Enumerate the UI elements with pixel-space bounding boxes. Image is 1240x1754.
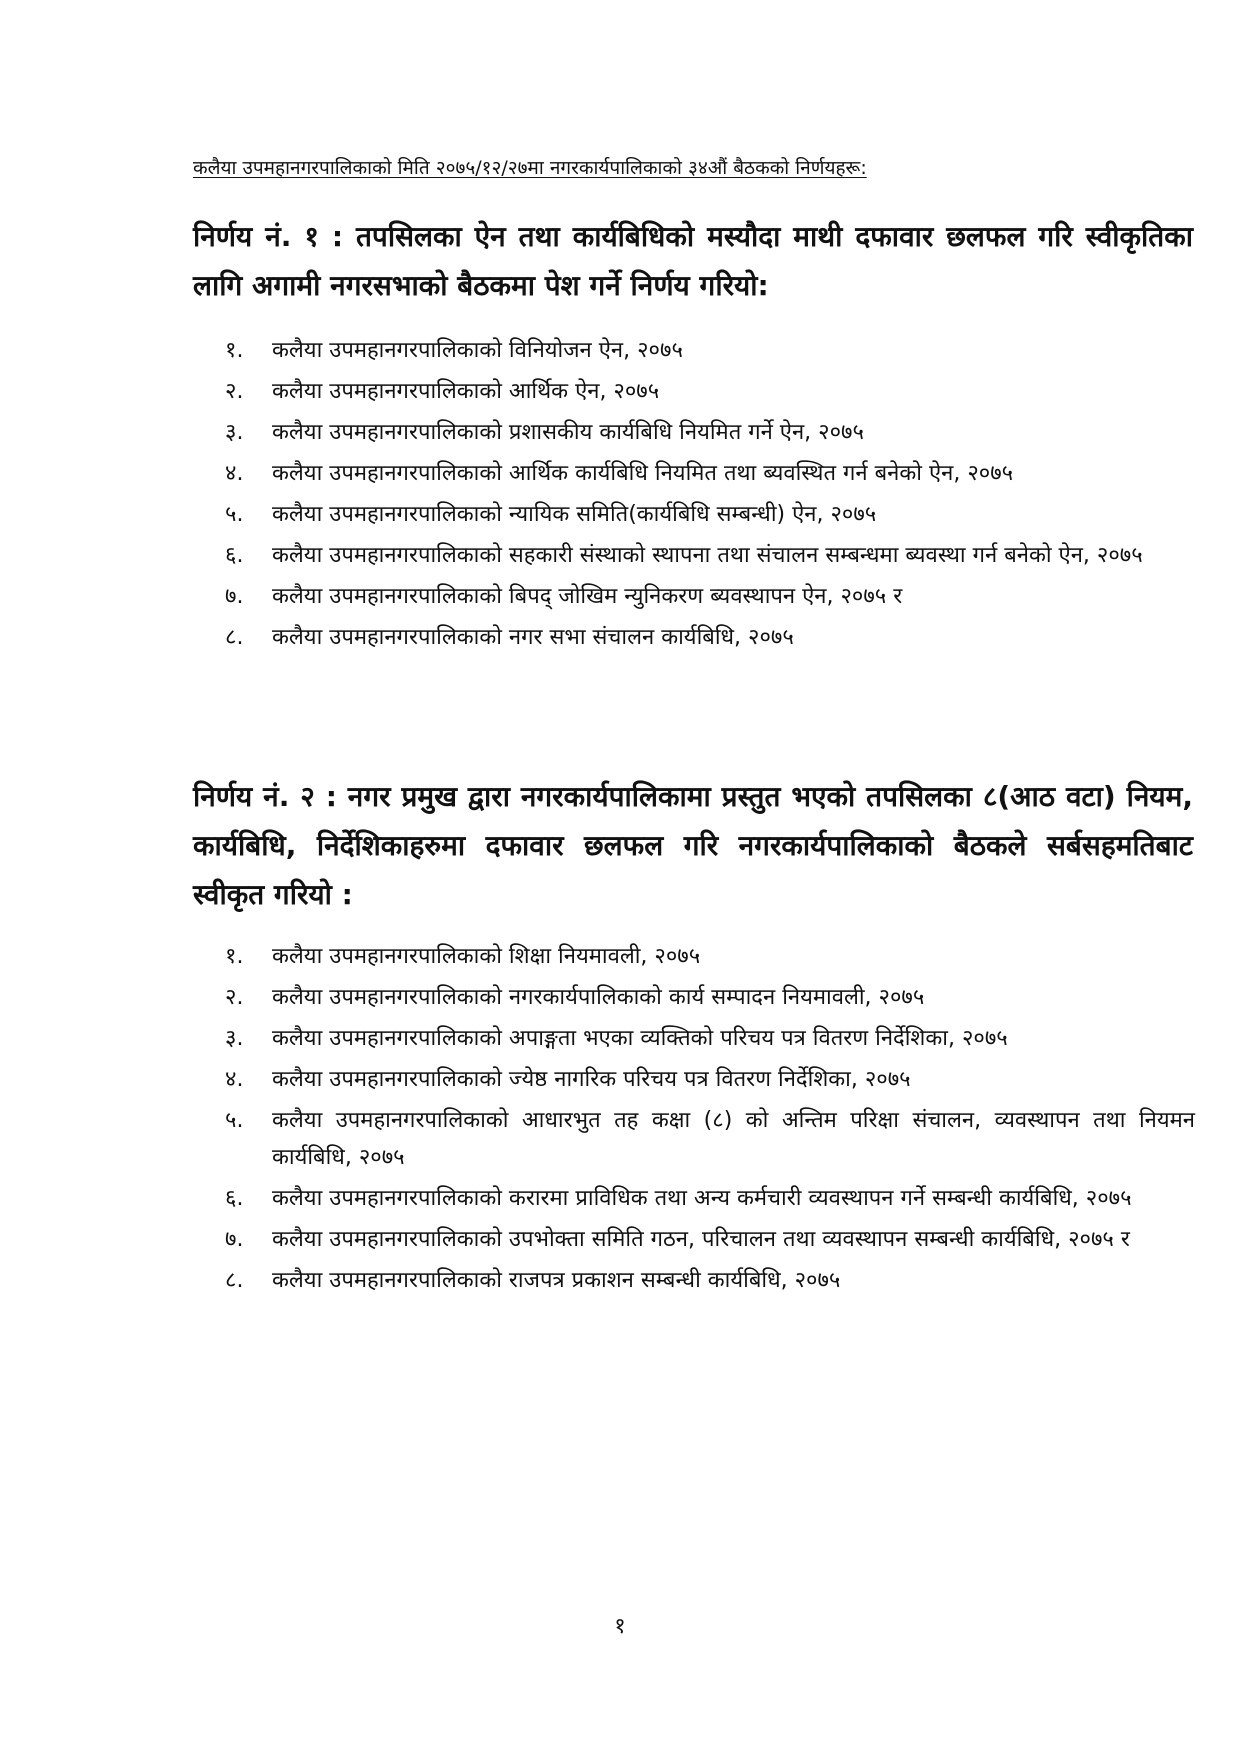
item-text: कलैया उपमहानगरपालिकाको अपाङ्गता भएका व्यक्तिको परिचय पत्र वितरण निर्देशिका, २०७५ [272,1026,1008,1051]
list-item [225,938,1195,975]
list-item [225,979,1195,1016]
item-number: ७. [225,584,244,609]
item-number: ६. [225,543,244,568]
item-number: ८. [225,1268,244,1293]
decision-2-list [225,938,1195,1303]
decision-1-title: निर्णय नं. १ : तपसिलका ऐन तथा कार्यबिधिको मस्यौदा माथी दफावार छलफल गरि स्वीकृतिका लागि अगामी नगरसभाको बैठकमा पेश गर्ने निर्णय गरियो: [193,220,1193,302]
item-number: १. [225,338,244,363]
item-number: ७. [225,1227,244,1252]
item-text: कलैया उपमहानगरपालिकाको आधारभुत तह कक्षा (८) को अन्तिम परिक्षा संचालन, व्यवस्थापन तथा नियमन कार्यबिधि, २०७५ [272,1108,1195,1170]
item-number: २. [225,985,244,1010]
list-item [225,537,1195,574]
item-text: कलैया उपमहानगरपालिकाको ज्येष्ठ नागरिक परिचय पत्र वितरण निर्देशिका, २०७५ [272,1067,911,1092]
list-item [225,414,1195,451]
item-number: ३. [225,1026,244,1051]
page-number: १ [614,1614,626,1639]
list-item [225,1262,1195,1299]
item-number: ५. [225,502,244,527]
decision-2-title: निर्णय नं. २ : नगर प्रमुख द्वारा नगरकार्यपालिकामा प्रस्तुत भएको तपसिलका ८(आठ वटा) नियम, कार्यबिधि, निर्देशिकाहरुमा दफावार छलफल गरि नगरकार्यपालिकाको बैठकले सर्बसहमतिबाट स्वीकृत गरियो : [193,780,1193,911]
item-text: कलैया उपमहानगरपालिकाको राजपत्र प्रकाशन सम्बन्धी कार्यबिधि, २०७५ [272,1268,841,1293]
list-item [225,332,1195,369]
list-item [225,578,1195,615]
item-text: कलैया उपमहानगरपालिकाको आर्थिक कार्यबिधि नियमित तथा ब्यवस्थित गर्न बनेको ऐन, २०७५ [272,461,1014,486]
document-heading: कलैया उपमहानगरपालिकाको मिति २०७५/१२/२७मा नगरकार्यपालिकाको ३४औं बैठकको निर्णयहरू: [193,157,867,179]
item-number: ६. [225,1186,244,1211]
item-number: ५. [225,1108,244,1133]
item-number: २. [225,379,244,404]
list-item [225,373,1195,410]
item-number: ३. [225,420,244,445]
item-text: कलैया उपमहानगरपालिकाको आर्थिक ऐन, २०७५ [272,379,660,404]
list-item [225,619,1195,656]
list-item [225,1221,1195,1258]
item-text: कलैया उपमहानगरपालिकाको विनियोजन ऐन, २०७५ [272,338,683,363]
item-number: ४. [225,461,244,486]
item-number: ८. [225,625,244,650]
item-text: कलैया उपमहानगरपालिकाको नगर सभा संचालन कार्यबिधि, २०७५ [272,625,794,650]
list-item [225,1102,1195,1176]
item-text: कलैया उपमहानगरपालिकाको शिक्षा नियमावली, २०७५ [272,944,701,969]
list-item [225,1020,1195,1057]
item-text: कलैया उपमहानगरपालिकाको सहकारी संस्थाको स्थापना तथा संचालन सम्बन्धमा ब्यवस्था गर्न बनेको ऐन, २०७५ [272,543,1143,568]
item-text: कलैया उपमहानगरपालिकाको न्यायिक समिति(कार्यबिधि सम्बन्धी) ऐन, २०७५ [272,502,877,527]
item-number: ४. [225,1067,244,1092]
item-number: १. [225,944,244,969]
item-text: कलैया उपमहानगरपालिकाको प्रशासकीय कार्यबिधि नियमित गर्ने ऐन, २०७५ [272,420,864,445]
decision-1-list [225,332,1195,660]
list-item [225,1061,1195,1098]
item-text: कलैया उपमहानगरपालिकाको करारमा प्राविधिक तथा अन्य कर्मचारी व्यवस्थापन गर्ने सम्बन्धी कार्यबिधि, २०७५ [272,1186,1132,1211]
item-text: कलैया उपमहानगरपालिकाको नगरकार्यपालिकाको कार्य सम्पादन नियमावली, २०७५ [272,985,925,1010]
list-item [225,455,1195,492]
list-item [225,1180,1195,1217]
item-text: कलैया उपमहानगरपालिकाको बिपद् जोखिम न्युनिकरण ब्यवस्थापन ऐन, २०७५ र [272,584,903,609]
list-item [225,496,1195,533]
item-text: कलैया उपमहानगरपालिकाको उपभोक्ता समिति गठन, परिचालन तथा व्यवस्थापन सम्बन्धी कार्यबिधि, २०७५ र [272,1227,1130,1252]
